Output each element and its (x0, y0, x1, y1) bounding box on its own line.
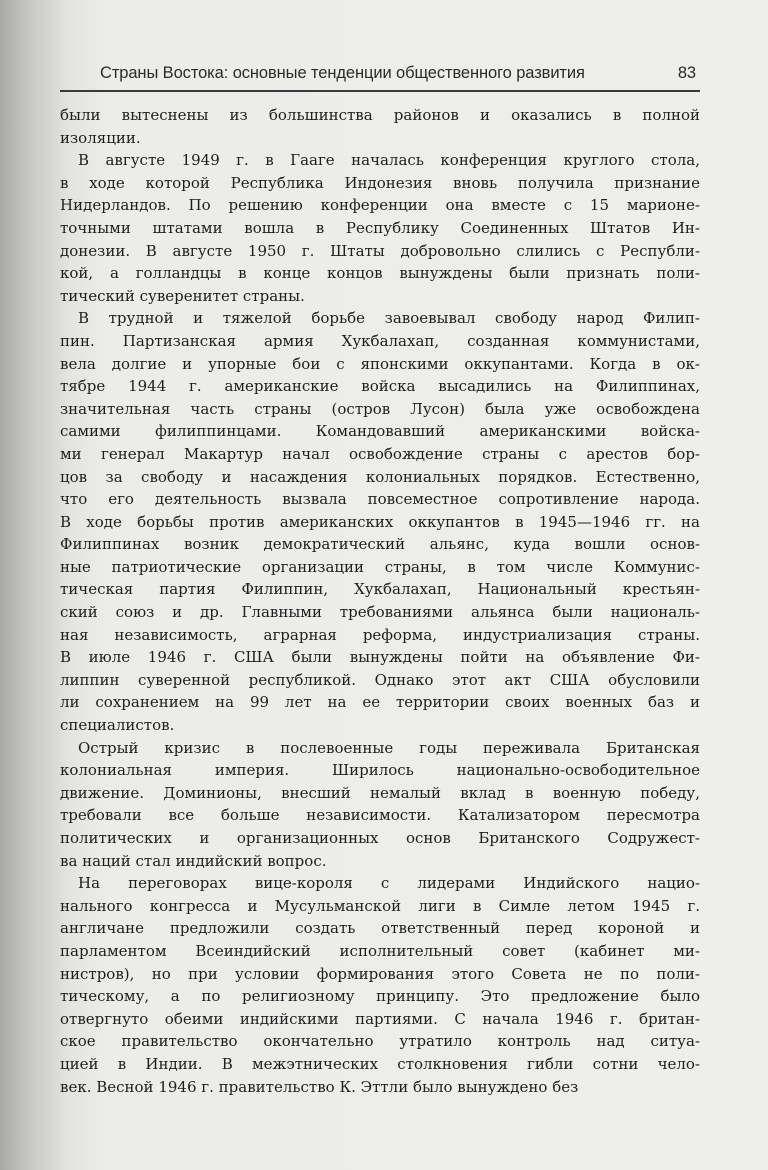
text-line: ва наций стал индийский вопрос. (60, 851, 327, 870)
text-line: ные патриотические организации страны, в том числе Коммунис- (60, 557, 700, 576)
text-line: англичане предложили создать ответственный перед короной и (60, 919, 700, 938)
text-line: в ходе которой Республика Индонезия вновь получила признание (60, 173, 700, 192)
text-line: были вытеснены из большинства районов и оказались в полной (60, 106, 700, 124)
running-title: Страны Востока: основные тенденции общественного развития (100, 64, 585, 82)
text-line: ский союз и др. Главными требованиями альянса были националь- (60, 603, 700, 622)
text-line: специалистов. (60, 716, 175, 735)
paragraph (60, 872, 700, 1098)
text-line: Филиппинах возник демократический альянс, куда вошли основ- (60, 535, 700, 554)
text-line: Острый кризис в послевоенные годы переживала Британская (78, 738, 700, 757)
text-line: отвергнуто обеими индийскими партиями. С начала 1946 г. британ- (60, 1009, 700, 1028)
text-line: политических и организационных основ Британского Содружест- (60, 829, 700, 847)
text-line: цов за свободу и насаждения колониальных порядков. Естественно, (60, 467, 700, 486)
text-line: В ходе борьбы против американских оккупантов в 1945—1946 гг. на (60, 512, 700, 531)
text-line: ми генерал Макартур начал освобождение страны с арестов бор- (60, 444, 700, 463)
text-line: донезии. В августе 1950 г. Штаты добровольно слились с Республи- (60, 241, 700, 260)
running-header (100, 64, 696, 83)
text-line: движение. Доминионы, внесший немалый вклад в военную победу, (60, 783, 700, 802)
text-line: В июле 1946 г. США были вынуждены пойти на объявление Фи- (60, 648, 700, 667)
text-line: тическому, а по религиозному принципу. Это предложение было (60, 987, 700, 1006)
text-line: ли сохранением на 99 лет на ее территории своих военных баз и (60, 693, 700, 712)
text-line: ная независимость, аграрная реформа, индустриализация страны. (60, 625, 700, 644)
text-line: требовали все больше независимости. Катализатором пересмотра (60, 806, 700, 825)
text-line: вела долгие и упорные бои с японскими оккупантами. Когда в ок- (60, 354, 700, 373)
text-line: ское правительство окончательно утратило контроль над ситуа- (60, 1032, 700, 1051)
header-rule (60, 90, 700, 92)
body-text (60, 104, 700, 1098)
text-line: пин. Партизанская армия Хукбалахап, созданная коммунистами, (60, 331, 700, 350)
text-line: тябре 1944 г. американские войска высадились на Филиппинах, (60, 377, 700, 396)
text-line: Нидерландов. По решению конференции она вместе с 15 марионе- (60, 196, 700, 215)
paragraph (60, 104, 700, 149)
text-line: тическая партия Филиппин, Хукбалахап, Национальный крестьян- (60, 580, 700, 599)
paragraph (60, 307, 700, 736)
paragraph (60, 149, 700, 307)
text-line: точными штатами вошла в Республику Соединенных Штатов Ин- (60, 218, 700, 237)
text-line: значительная часть страны (остров Лусон) была уже освобождена (60, 399, 700, 418)
text-line: нистров), но при условии формирования этого Совета не по поли- (60, 964, 700, 983)
text-line: цией в Индии. В межэтнических столкновения гибли сотни чело- (60, 1054, 700, 1073)
text-line: изоляции. (60, 128, 141, 147)
page-number: 83 (677, 64, 696, 82)
text-line: что его деятельность вызвала повсеместное сопротивление народа. (60, 490, 700, 509)
text-line: В трудной и тяжелой борьбе завоевывал свободу народ Филип- (78, 309, 700, 328)
text-line: В августе 1949 г. в Гааге началась конференция круглого стола, (78, 151, 700, 170)
text-line: век. Весной 1946 г. правительство К. Эттли было вынуждено без (60, 1077, 579, 1096)
paragraph (60, 737, 700, 873)
text-line: колониальная империя. Ширилось национально-освободительное (60, 761, 700, 780)
text-line: тический суверенитет страны. (60, 286, 305, 305)
text-line: нального конгресса и Мусульманской лиги в Симле летом 1945 г. (60, 896, 700, 915)
text-line: самими филиппинцами. Командовавший американскими войска- (60, 422, 700, 441)
text-line: липпин суверенной республикой. Однако этот акт США обусловили (60, 670, 700, 689)
text-line: кой, а голландцы в конце концов вынуждены были признать поли- (60, 264, 700, 283)
text-line: парламентом Всеиндийский исполнительный совет (кабинет ми- (60, 941, 700, 960)
text-line: На переговорах вице-короля с лидерами Индийского нацио- (78, 874, 700, 893)
